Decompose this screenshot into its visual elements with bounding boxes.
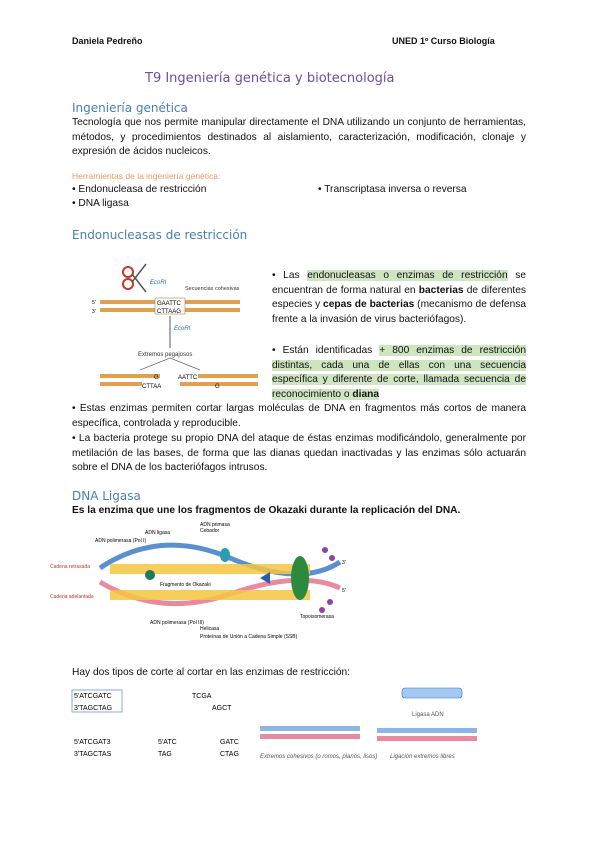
ligasa-tube-label: Ligasa ADN: [412, 712, 444, 718]
cut1-seq-a: 5'ATCGATC: [74, 693, 112, 700]
frag-right-bot-seq: G: [215, 384, 220, 390]
helicasa-label: Helicasa: [200, 626, 220, 632]
frag-left-bot-seq: CTTAA: [142, 384, 162, 390]
sticky-label: Secuencias cohesivas: [185, 286, 240, 292]
tool-item-ligasa: • DNA ligasa: [72, 198, 129, 209]
header-course: UNED 1º Curso Biología: [392, 36, 495, 46]
replication-fork-figure: [50, 518, 360, 650]
tools-heading: Herramientas de la ingeniería genética:: [72, 171, 221, 181]
page-title: T9 Ingeniería genética y biotecnología: [145, 71, 395, 86]
cut1-seq-c: TCGA: [192, 693, 212, 700]
helicasa-blob: [291, 556, 309, 600]
blunt-bar-bottom: [260, 734, 360, 739]
bottom-seq: CTTAAG: [157, 309, 181, 315]
cut2-seq-e: GATC: [220, 739, 239, 746]
ligasa-blob: [145, 570, 155, 580]
cebador-label: Cebador: [200, 528, 220, 534]
fragment-left-top: [100, 374, 160, 378]
okazaki-label: Fragmento de Okazaki: [160, 582, 211, 588]
tool-item-transcriptasa: • Transcriptasa inversa o reversa: [318, 184, 467, 195]
leading-strand-bar: [110, 590, 310, 600]
svg-text:5': 5': [342, 588, 346, 594]
cut2-seq-c: 5'ATC: [158, 739, 177, 746]
cap-sticky: Ligación extremos libres: [390, 754, 455, 760]
restriction-figure: [70, 258, 270, 396]
lagging-strand-bar: [110, 564, 310, 574]
highlight-800-enzimas: + 800 enzimas de restricción distintas, cada una de ellas con una secuencia específica y diferente de corte, llamada secuencia de reconocimiento o: [272, 345, 526, 400]
label-3prime: 3': [92, 309, 96, 315]
adelantada-label: Cadena adelantada: [50, 594, 94, 600]
cap-blunt: Extremos cohesivos (o romos, planos, lisos): [260, 754, 378, 760]
header-author: Daniela Pedreño: [72, 36, 143, 46]
fragment-left-bottom: [100, 382, 142, 386]
topo-label: Topoisomerasa: [300, 614, 334, 620]
fragment-right-top: [198, 374, 258, 378]
proteinas-label: Proteínas de Unión a Cadena Simple (SSB): [200, 634, 298, 640]
cut1-seq-d: AGCT: [212, 705, 232, 712]
endo-paragraph-1: • Estas enzimas permiten cortar largas moléculas de DNA en fragmentos más cortos de manera específica, controlada y reproducible.: [72, 403, 526, 429]
enzyme-label: EcoRI: [150, 280, 167, 286]
tool-item-endonucleasa: • Endonucleasa de restricción: [72, 184, 207, 195]
pol1-label: ADN polimerasa (Pol I): [95, 538, 147, 544]
ingenieria-paragraph: Tecnología que nos permite manipular directamente el DNA utilizando un conjunto de herramientas, métodos, y procedimientos destinados al aislamiento, caracterización, modificación, clonaje y expresión de ácidos nucleicos.: [72, 117, 526, 157]
ends-label: Extremos pegajosos: [138, 352, 193, 358]
ligasa-label: ADN ligasa: [145, 530, 171, 536]
endo-paragraph-2: • La bacteria protege su propio DNA del ataque de éstas enzimas modificándolo, generalmente por metilación de las bases, de forma que las dianas quedan inactivadas y las enzimas sólo actuarán sobre el DNA de los bacteriófagos intrusos.: [72, 433, 526, 473]
scissors-icon: [123, 264, 146, 292]
highlight-endonucleasas: endonucleasas o enzimas de restricción: [307, 270, 508, 281]
cut2-seq-a: 5'ATCGAT3: [74, 739, 111, 746]
cut2-seq-d: TAG: [158, 751, 172, 758]
section-heading-ingenieria: Ingeniería genética: [72, 101, 188, 115]
blunt-bar-top: [260, 726, 360, 731]
primasa-blob: [220, 548, 230, 562]
pol3-label: ADN polimerasa (Pol III): [150, 620, 204, 626]
endo-bullet-2: • Están identificadas + 800 enzimas de restricción distintas, cada una de ellas con una secuencia específica y diferente de corte, llamada secuencia de reconocimiento o diana: [272, 345, 526, 400]
enzyme-label-2: EcoRI: [174, 326, 191, 332]
cuts-figure: [72, 686, 532, 776]
primasa-label: ADN primasa: [200, 522, 230, 528]
top-seq: GAATTC: [157, 301, 181, 307]
ligase-bar-top: [377, 728, 477, 733]
endo-bullet-1: • Las endonucleasas o enzimas de restricción se encuentran de forma natural en bacterias de diferentes especies y cepas de bacterias (mecanismo de defensa frente a la invasión de virus bacteriófagos).: [272, 270, 527, 325]
cut1-seq-b: 3'TAGCTAG: [74, 705, 113, 712]
section-heading-ligasa: DNA Ligasa: [72, 489, 141, 503]
tube-shape: [402, 688, 462, 698]
section-heading-endonucleasas: Endonucleasas de restricción: [72, 228, 248, 242]
retrasada-label: Cadena retrasada: [50, 564, 91, 570]
ligase-bar-bottom: [377, 736, 477, 741]
svg-text:3': 3': [342, 560, 346, 566]
cuts-intro: Hay dos tipos de corte al cortar en las enzimas de restricción:: [72, 667, 351, 678]
cut2-seq-f: CTAG: [220, 751, 239, 758]
frag-right-top-seq: AATTC: [178, 375, 198, 381]
frag-left-top-seq: G: [154, 375, 159, 381]
cut2-seq-b: 3'TAGCTAS: [74, 751, 112, 758]
label-5prime: 5': [92, 300, 96, 306]
ligasa-definition: Es la enzima que une los fragmentos de Okazaki durante la replicación del DNA.: [72, 505, 461, 516]
